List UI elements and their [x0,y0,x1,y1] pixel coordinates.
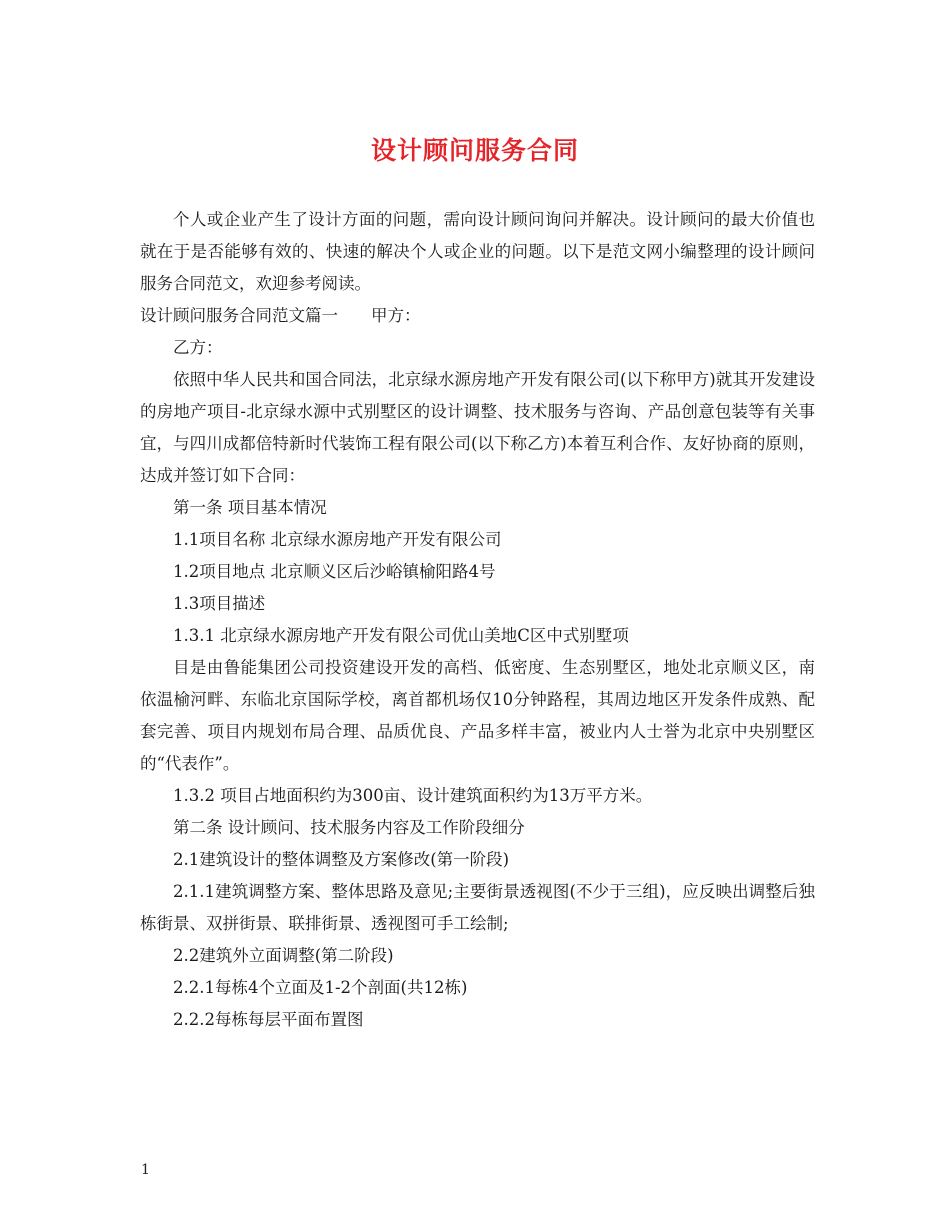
clause-1-3-2: 1.3.2 项目占地面积约为300亩、设计建筑面积约为13万平方米。 [173,786,653,805]
clause-1-1: 1.1项目名称 北京绿水源房地产开发有限公司 [173,530,502,549]
section-heading-party-a: 设计顾问服务合同范文篇一 甲方： [140,306,421,325]
clause-2-1: 2.1建筑设计的整体调整及方案修改(第一阶段) [173,850,510,869]
contract-preamble: 依照中华人民共和国合同法，北京绿水源房地产开发有限公司(以下称甲方)就其开发建设的房地产项目-北京绿水源中式别墅区的设计调整、技术服务与咨询、产品创意包装等有关事宜，与四川成都倍特新时代装饰工程有限公司(以下称乙方)本着互利合作、友好协商的原则，达成并签订如下合同： [140,370,815,485]
clause-2-2-2: 2.2.2每栋每层平面布置图 [173,1010,364,1029]
clause-2-1-1: 2.1.1建筑调整方案、整体思路及意见;主要街景透视图(不少于三组)，应反映出调整后独栋街景、双拼街景、联排街景、透视图可手工绘制; [140,882,815,933]
clause-2-2: 2.2建筑外立面调整(第二阶段) [173,946,394,965]
document-body [140,204,815,1036]
page-number: 1 [141,1162,150,1178]
clause-2-2-1: 2.2.1每栋4个立面及1-2个剖面(共12栋) [173,978,468,997]
clause-1-3-1: 1.3.1 北京绿水源房地产开发有限公司优山美地C区中式别墅项 [173,626,629,645]
document-title: 设计顾问服务合同 [370,136,579,165]
clause-1-3: 1.3项目描述 [173,594,266,613]
party-b-line: 乙方： [173,338,223,357]
clause-1-2: 1.2项目地点 北京顺义区后沙峪镇榆阳路4号 [173,562,496,581]
article-one-heading: 第一条 项目基本情况 [173,498,327,517]
intro-paragraph: 个人或企业产生了设计方面的问题，需向设计顾问询问并解决。设计顾问的最大价值也就在于是否能够有效的、快速的解决个人或企业的问题。以下是范文网小编整理的设计顾问服务合同范文，欢迎参考阅读。 [140,210,815,293]
clause-1-3-1-description: 目是由鲁能集团公司投资建设开发的高档、低密度、生态别墅区，地处北京顺义区，南依温榆河畔、东临北京国际学校，离首都机场仅10分钟路程，其周边地区开发条件成熟、配套完善、项目内规划布局合理、品质优良、产品多样丰富，被业内人士誉为北京中央别墅区的“代表作”。 [140,658,815,773]
article-two-heading: 第二条 设计顾问、技术服务内容及工作阶段细分 [173,818,525,837]
